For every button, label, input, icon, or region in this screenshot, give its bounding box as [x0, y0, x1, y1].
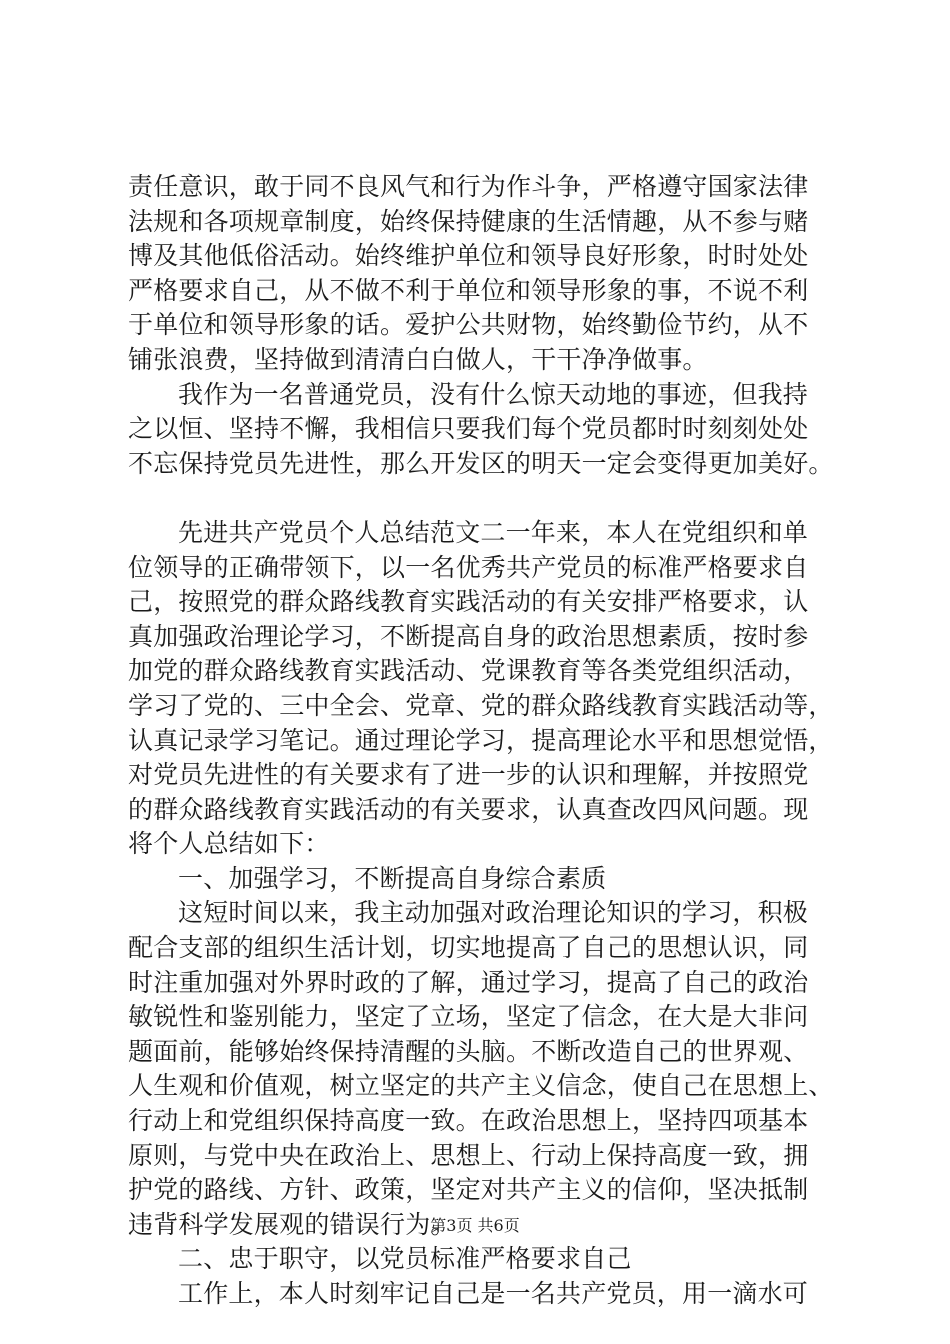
text-line: 己，按照党的群众路线教育实践活动的有关安排严格要求，认	[128, 587, 809, 617]
text-line: 不忘保持党员先进性，那么开发区的明天一定会变得更加美好。	[128, 448, 834, 478]
text-line: 对党员先进性的有关要求有了进一步的认识和理解，并按照党	[128, 760, 809, 790]
text-line: 位领导的正确带领下，以一名优秀共产党员的标准严格要求自	[128, 552, 809, 582]
paragraph-gap	[128, 481, 838, 516]
text-line: 原则，与党中央在政治上、思想上、行动上保持高度一致，拥	[128, 1140, 809, 1170]
text-line: 护党的路线、方针、政策，坚定对共产主义的信仰，坚决抵制	[128, 1175, 809, 1205]
text-line: 于单位和领导形象的话。爱护公共财物，始终勤俭节约，从不	[128, 310, 809, 340]
text-line: 时注重加强对外界时政的了解，通过学习，提高了自己的政治	[128, 967, 809, 997]
text-line: 敏锐性和鉴别能力，坚定了立场，坚定了信念，在大是大非问	[128, 1002, 809, 1032]
page-number: 第3页 共6页	[430, 1216, 520, 1235]
text-line: 学习了党的、三中全会、党章、党的群众路线教育实践活动等，	[128, 690, 834, 720]
text-line: 配合支部的组织生活计划，切实地提高了自己的思想认识，同	[128, 933, 809, 963]
text-line: 认真记录学习笔记。通过理论学习，提高理论水平和思想觉悟，	[128, 725, 834, 755]
text-line: 将个人总结如下：	[128, 829, 330, 859]
text-line: 行动上和党组织保持高度一致。在政治思想上，坚持四项基本	[128, 1106, 809, 1136]
text-line: 真加强政治理论学习，不断提高自身的政治思想素质，按时参	[128, 621, 809, 651]
text-line: 加党的群众路线教育实践活动、党课教育等各类党组织活动，	[128, 656, 809, 686]
text-line: 的群众路线教育实践活动的有关要求，认真查改四风问题。现	[128, 794, 809, 824]
text-line: 这短时间以来，我主动加强对政治理论知识的学习，积极	[178, 898, 809, 928]
text-line: 责任意识，敢于同不良风气和行为作斗争，严格遵守国家法律	[128, 172, 809, 201]
section-heading: 一、加强学习，不断提高自身综合素质	[178, 863, 607, 893]
document-body	[128, 170, 838, 1312]
text-line: 人生观和价值观，树立坚定的共产主义信念，使自己在思想上、	[128, 1071, 834, 1101]
text-line: 题面前，能够始终保持清醒的头脑。不断改造自己的世界观、	[128, 1036, 809, 1066]
text-line: 之以恒、坚持不懈，我相信只要我们每个党员都时时刻刻处处	[128, 414, 809, 444]
text-line: 我作为一名普通党员，没有什么惊天动地的事迹，但我持	[178, 379, 809, 409]
text-line: 工作上，本人时刻牢记自己是一名共产党员，用一滴水可	[178, 1279, 809, 1308]
text-line: 严格要求自己，从不做不利于单位和领导形象的事，不说不利	[128, 275, 809, 305]
text-line: 铺张浪费，坚持做到清清白白做人，干干净净做事。	[128, 344, 708, 374]
section-heading: 二、忠于职守，以党员标准严格要求自己	[178, 1244, 632, 1274]
page-footer	[0, 1213, 950, 1236]
text-line: 违背科学发展观的错误行为。	[128, 1209, 456, 1239]
text-line: 法规和各项规章制度，始终保持健康的生活情趣，从不参与赌	[128, 206, 809, 236]
text-line: 博及其他低俗活动。始终维护单位和领导良好形象，时时处处	[128, 241, 809, 271]
text-line: 先进共产党员个人总结范文二一年来，本人在党组织和单	[178, 517, 809, 547]
